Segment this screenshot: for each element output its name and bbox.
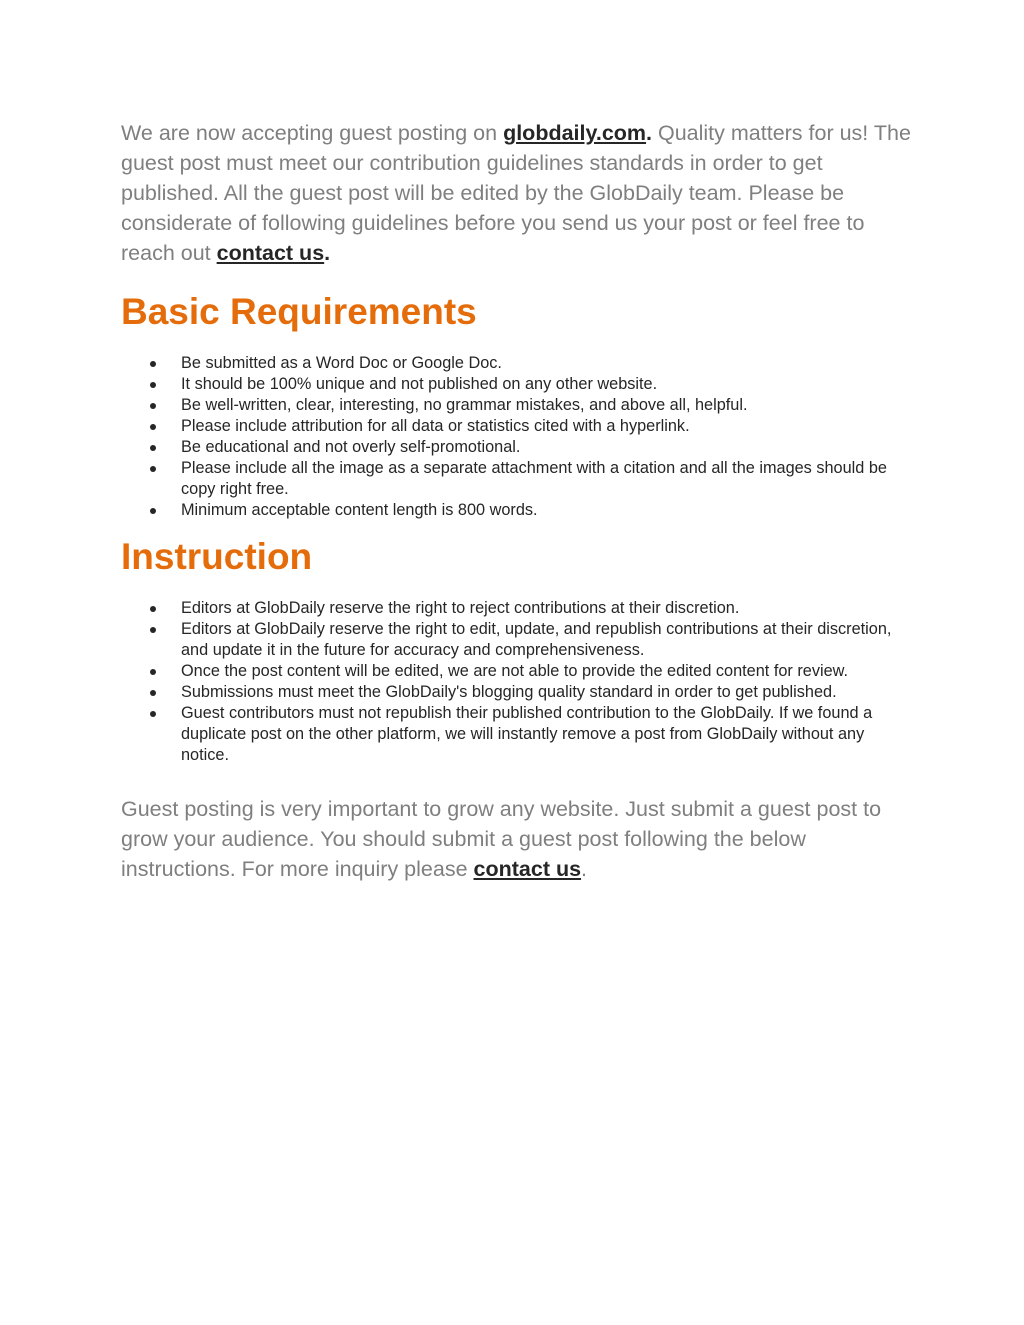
- bullet-icon: [150, 627, 156, 633]
- bullet-icon: [150, 606, 156, 612]
- bullet-icon: [150, 445, 156, 451]
- list-item: [121, 416, 911, 437]
- basic-requirements-list: [121, 353, 911, 521]
- intro-contact-period: .: [324, 241, 331, 265]
- list-item: [121, 682, 911, 703]
- intro-link-period: .: [646, 121, 653, 145]
- list-item: [121, 500, 911, 521]
- list-item-text: Be submitted as a Word Doc or Google Doc.: [181, 354, 502, 372]
- intro-contact-us-link[interactable]: contact us: [216, 241, 325, 265]
- closing-period: .: [581, 857, 588, 881]
- bullet-icon: [150, 424, 156, 430]
- closing-text: Guest posting is very important to grow any website. Just submit a guest post to grow your audience. You should submit a guest post following the below instructions. For more inquiry please: [121, 797, 882, 881]
- list-item: [121, 374, 911, 395]
- list-item: [121, 395, 911, 416]
- list-item-text: Please include attribution for all data or statistics cited with a hyperlink.: [181, 417, 690, 435]
- bullet-icon: [150, 711, 156, 717]
- list-item: [121, 437, 911, 458]
- list-item-text: Minimum acceptable content length is 800 words.: [181, 501, 538, 519]
- list-item-text: Be educational and not overly self-promotional.: [181, 438, 521, 456]
- basic-requirements-heading: Basic Requirements: [121, 291, 477, 332]
- list-item-text: It should be 100% unique and not published on any other website.: [181, 375, 658, 393]
- list-item-text: Be well-written, clear, interesting, no grammar mistakes, and above all, helpful.: [181, 396, 748, 414]
- list-item: [121, 619, 911, 661]
- list-item: [121, 661, 911, 682]
- list-item-text: Editors at GlobDaily reserve the right to edit, update, and republish contributions at their discretion, and update it in the future for accuracy and comprehensiveness.: [181, 620, 892, 659]
- list-item-text: Submissions must meet the GlobDaily's blogging quality standard in order to get published.: [181, 683, 837, 701]
- list-item-text: Editors at GlobDaily reserve the right to reject contributions at their discretion.: [181, 599, 740, 617]
- closing-paragraph: [121, 794, 911, 884]
- instruction-list: [121, 598, 911, 766]
- bullet-icon: [150, 361, 156, 367]
- intro-text-before: We are now accepting guest posting on: [121, 121, 504, 145]
- list-item: [121, 458, 911, 500]
- list-item: [121, 353, 911, 374]
- list-item: [121, 703, 911, 766]
- list-item: [121, 598, 911, 619]
- intro-paragraph: [121, 118, 911, 268]
- bullet-icon: [150, 690, 156, 696]
- bullet-icon: [150, 403, 156, 409]
- bullet-icon: [150, 669, 156, 675]
- list-item-text: Please include all the image as a separate attachment with a citation and all the images should be copy right free.: [181, 459, 887, 498]
- instruction-heading: Instruction: [121, 536, 313, 577]
- bullet-icon: [150, 382, 156, 388]
- closing-contact-us-link[interactable]: contact us: [473, 857, 582, 881]
- bullet-icon: [150, 508, 156, 514]
- list-item-text: Guest contributors must not republish their published contribution to the GlobDaily. If we found a duplicate post on the other platform, we will instantly remove a post from GlobDaily without any notice.: [181, 704, 873, 764]
- globdaily-link[interactable]: globdaily.com: [503, 121, 647, 145]
- document-page: [121, 118, 911, 884]
- intro-text-middle: Quality matters for us! The guest post must meet our contribution guidelines standards in order to get published. All the guest post will be edited by the GlobDaily team. Please be considerate of following guidelines before you send us your post or feel free to reach out: [121, 121, 911, 265]
- list-item-text: Once the post content will be edited, we are not able to provide the edited content for review.: [181, 662, 849, 680]
- bullet-icon: [150, 466, 156, 472]
